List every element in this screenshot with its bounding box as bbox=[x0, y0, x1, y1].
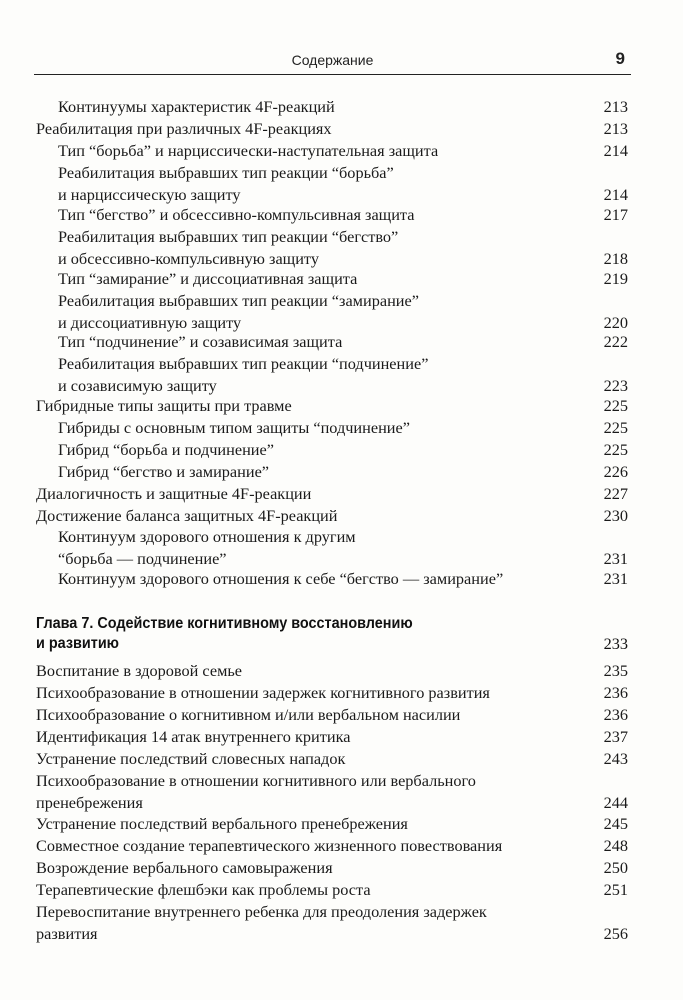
toc-entry-page: 245 bbox=[603, 814, 628, 833]
toc-entry bbox=[36, 118, 628, 140]
toc-entry-title-line1: Реабилитация выбравших тип реакции “борьба” bbox=[58, 163, 394, 182]
toc-entry bbox=[36, 901, 628, 944]
toc-entry-page: 236 bbox=[603, 683, 628, 702]
toc-entry bbox=[58, 226, 628, 269]
toc-entry-page: 226 bbox=[603, 462, 628, 481]
toc-entry-page: 214 bbox=[603, 141, 628, 160]
toc-entry-page: 235 bbox=[603, 661, 628, 680]
toc-entry bbox=[58, 568, 628, 590]
toc-entry bbox=[58, 439, 628, 461]
toc-entry-title: Терапевтические флешбэки как проблемы роста bbox=[36, 880, 371, 899]
toc-entry-page: 227 bbox=[603, 484, 628, 503]
toc-entry bbox=[58, 417, 628, 439]
toc-entry bbox=[36, 704, 628, 726]
toc-entry-page: 225 bbox=[603, 418, 628, 437]
toc-entry bbox=[36, 813, 628, 835]
toc-entry-title: Совместное создание терапевтического жизненного повествования bbox=[36, 836, 503, 855]
toc-entry bbox=[36, 879, 628, 901]
toc-entry-page: 230 bbox=[603, 506, 628, 525]
toc-entry bbox=[36, 483, 628, 505]
toc-entry bbox=[58, 290, 628, 333]
running-header bbox=[34, 49, 631, 75]
toc-entry bbox=[58, 204, 628, 226]
chapter-heading bbox=[36, 614, 628, 654]
toc-entry-title-line1: Перевоспитание внутреннего ребенка для преодоления задержек bbox=[36, 902, 487, 921]
toc-entry-title: Континуум здорового отношения к себе “бегство — замирание” bbox=[58, 569, 504, 588]
toc-entry bbox=[58, 162, 628, 205]
toc-entry bbox=[58, 526, 628, 569]
toc-entry-title-line2: “борьба — подчинение” bbox=[58, 548, 227, 568]
toc-entry-title: Психообразование в отношении задержек когнитивного развития bbox=[36, 683, 490, 702]
toc-entry-title-line2: развития bbox=[36, 923, 98, 943]
page-number: 9 bbox=[615, 49, 625, 68]
toc-entry-title: Возрождение вербального самовыражения bbox=[36, 858, 333, 877]
toc-entry bbox=[36, 748, 628, 770]
toc-entry-page: 256 bbox=[603, 923, 628, 943]
toc-entry-title-line1: Реабилитация выбравших тип реакции “подчинение” bbox=[58, 354, 429, 373]
toc-entry-page: 225 bbox=[603, 440, 628, 459]
toc-entry-title: Гибрид “борьба и подчинение” bbox=[58, 440, 274, 459]
toc-entry-title: Тип “замирание” и диссоциативная защита bbox=[58, 269, 358, 288]
toc-entry-page: 236 bbox=[603, 705, 628, 724]
toc-entry-title: Гибриды с основным типом защиты “подчинение” bbox=[58, 418, 410, 437]
toc-entry-title-line2: и обсессивно-компульсивную защиту bbox=[58, 248, 319, 268]
toc-entry-title-line1: Реабилитация выбравших тип реакции “замирание” bbox=[58, 291, 419, 310]
toc-entry-title: Гибридные типы защиты при травме bbox=[36, 396, 292, 415]
toc-entry-page: 250 bbox=[603, 858, 628, 877]
toc-entry-page: 248 bbox=[603, 836, 628, 855]
toc-entry-page: 220 bbox=[603, 312, 628, 332]
toc-entry-page: 231 bbox=[603, 569, 628, 588]
chapter-title-line2: и развитию bbox=[36, 635, 119, 652]
toc-entry-title-line1: Психообразование в отношении когнитивного или вербального bbox=[36, 771, 476, 790]
toc-entry-page: 218 bbox=[603, 248, 628, 268]
toc-entry bbox=[58, 353, 628, 396]
toc-entry bbox=[58, 268, 628, 290]
toc-entry-title: Реабилитация при различных 4F-реакциях bbox=[36, 119, 332, 138]
chapter-page: 233 bbox=[603, 634, 628, 653]
toc-entry bbox=[36, 395, 628, 417]
toc-entry-title-line2: пренебрежения bbox=[36, 792, 143, 812]
toc-entry-title: Устранение последствий вербального пренебрежения bbox=[36, 814, 408, 833]
toc-entry-title-line2: и диссоциативную защиту bbox=[58, 312, 242, 332]
toc-entry-title-line2: и созависимую защиту bbox=[58, 375, 217, 395]
toc-entry-page: 223 bbox=[603, 375, 628, 395]
toc-entry bbox=[36, 682, 628, 704]
toc-entry bbox=[58, 140, 628, 162]
toc-entry bbox=[36, 770, 628, 813]
toc-entry bbox=[58, 331, 628, 353]
toc-entry-title: Достижение баланса защитных 4F-реакций bbox=[36, 506, 338, 525]
toc-entry bbox=[36, 835, 628, 857]
toc-entry bbox=[58, 96, 628, 118]
toc-entry-title-line1: Реабилитация выбравших тип реакции “бегство” bbox=[58, 227, 399, 246]
toc-entry-title: Психообразование о когнитивном и/или вербальном насилии bbox=[36, 705, 461, 724]
toc-entry-title-line2: и нарциссическую защиту bbox=[58, 184, 241, 204]
toc-entry-title: Континуумы характеристик 4F-реакций bbox=[58, 97, 335, 116]
toc-entry-page: 213 bbox=[603, 97, 628, 116]
toc-entry-title: Тип “борьба” и нарциссически-наступательная защита bbox=[58, 141, 439, 160]
toc-entry bbox=[36, 726, 628, 748]
toc-entry-page: 251 bbox=[603, 880, 628, 899]
toc-entry-page: 219 bbox=[603, 269, 628, 288]
toc-entry bbox=[36, 505, 628, 527]
toc-entry-title: Гибрид “бегство и замирание” bbox=[58, 462, 270, 481]
running-title: Содержание bbox=[291, 52, 374, 68]
toc-entry-title: Воспитание в здоровой семье bbox=[36, 661, 243, 680]
toc-entry-page: 213 bbox=[603, 119, 628, 138]
toc-entry-title-line1: Континуум здорового отношения к другим bbox=[58, 527, 356, 546]
toc-entry-page: 217 bbox=[603, 205, 628, 224]
toc-entry bbox=[36, 857, 628, 879]
toc-entry-page: 214 bbox=[603, 184, 628, 204]
toc-entry-page: 243 bbox=[603, 749, 628, 768]
toc-entry-page: 244 bbox=[603, 792, 628, 812]
toc-entry-page: 222 bbox=[603, 332, 628, 351]
toc-entry-title: Тип “бегство” и обсессивно-компульсивная защита bbox=[58, 205, 415, 224]
toc-entry-page: 231 bbox=[603, 548, 628, 568]
toc-entry-page: 225 bbox=[603, 396, 628, 415]
toc-entry bbox=[36, 660, 628, 682]
toc-entry-title: Идентификация 14 атак внутреннего критика bbox=[36, 727, 351, 746]
toc-entry-title: Диалогичность и защитные 4F-реакции bbox=[36, 484, 312, 503]
toc-entry-title: Устранение последствий словесных нападок bbox=[36, 749, 346, 768]
chapter-title-line1: Глава 7. Содействие когнитивному восстановлению bbox=[36, 615, 413, 632]
toc-entry bbox=[58, 461, 628, 483]
toc-entry-title: Тип “подчинение” и созависимая защита bbox=[58, 332, 343, 351]
toc-entry-page: 237 bbox=[603, 727, 628, 746]
